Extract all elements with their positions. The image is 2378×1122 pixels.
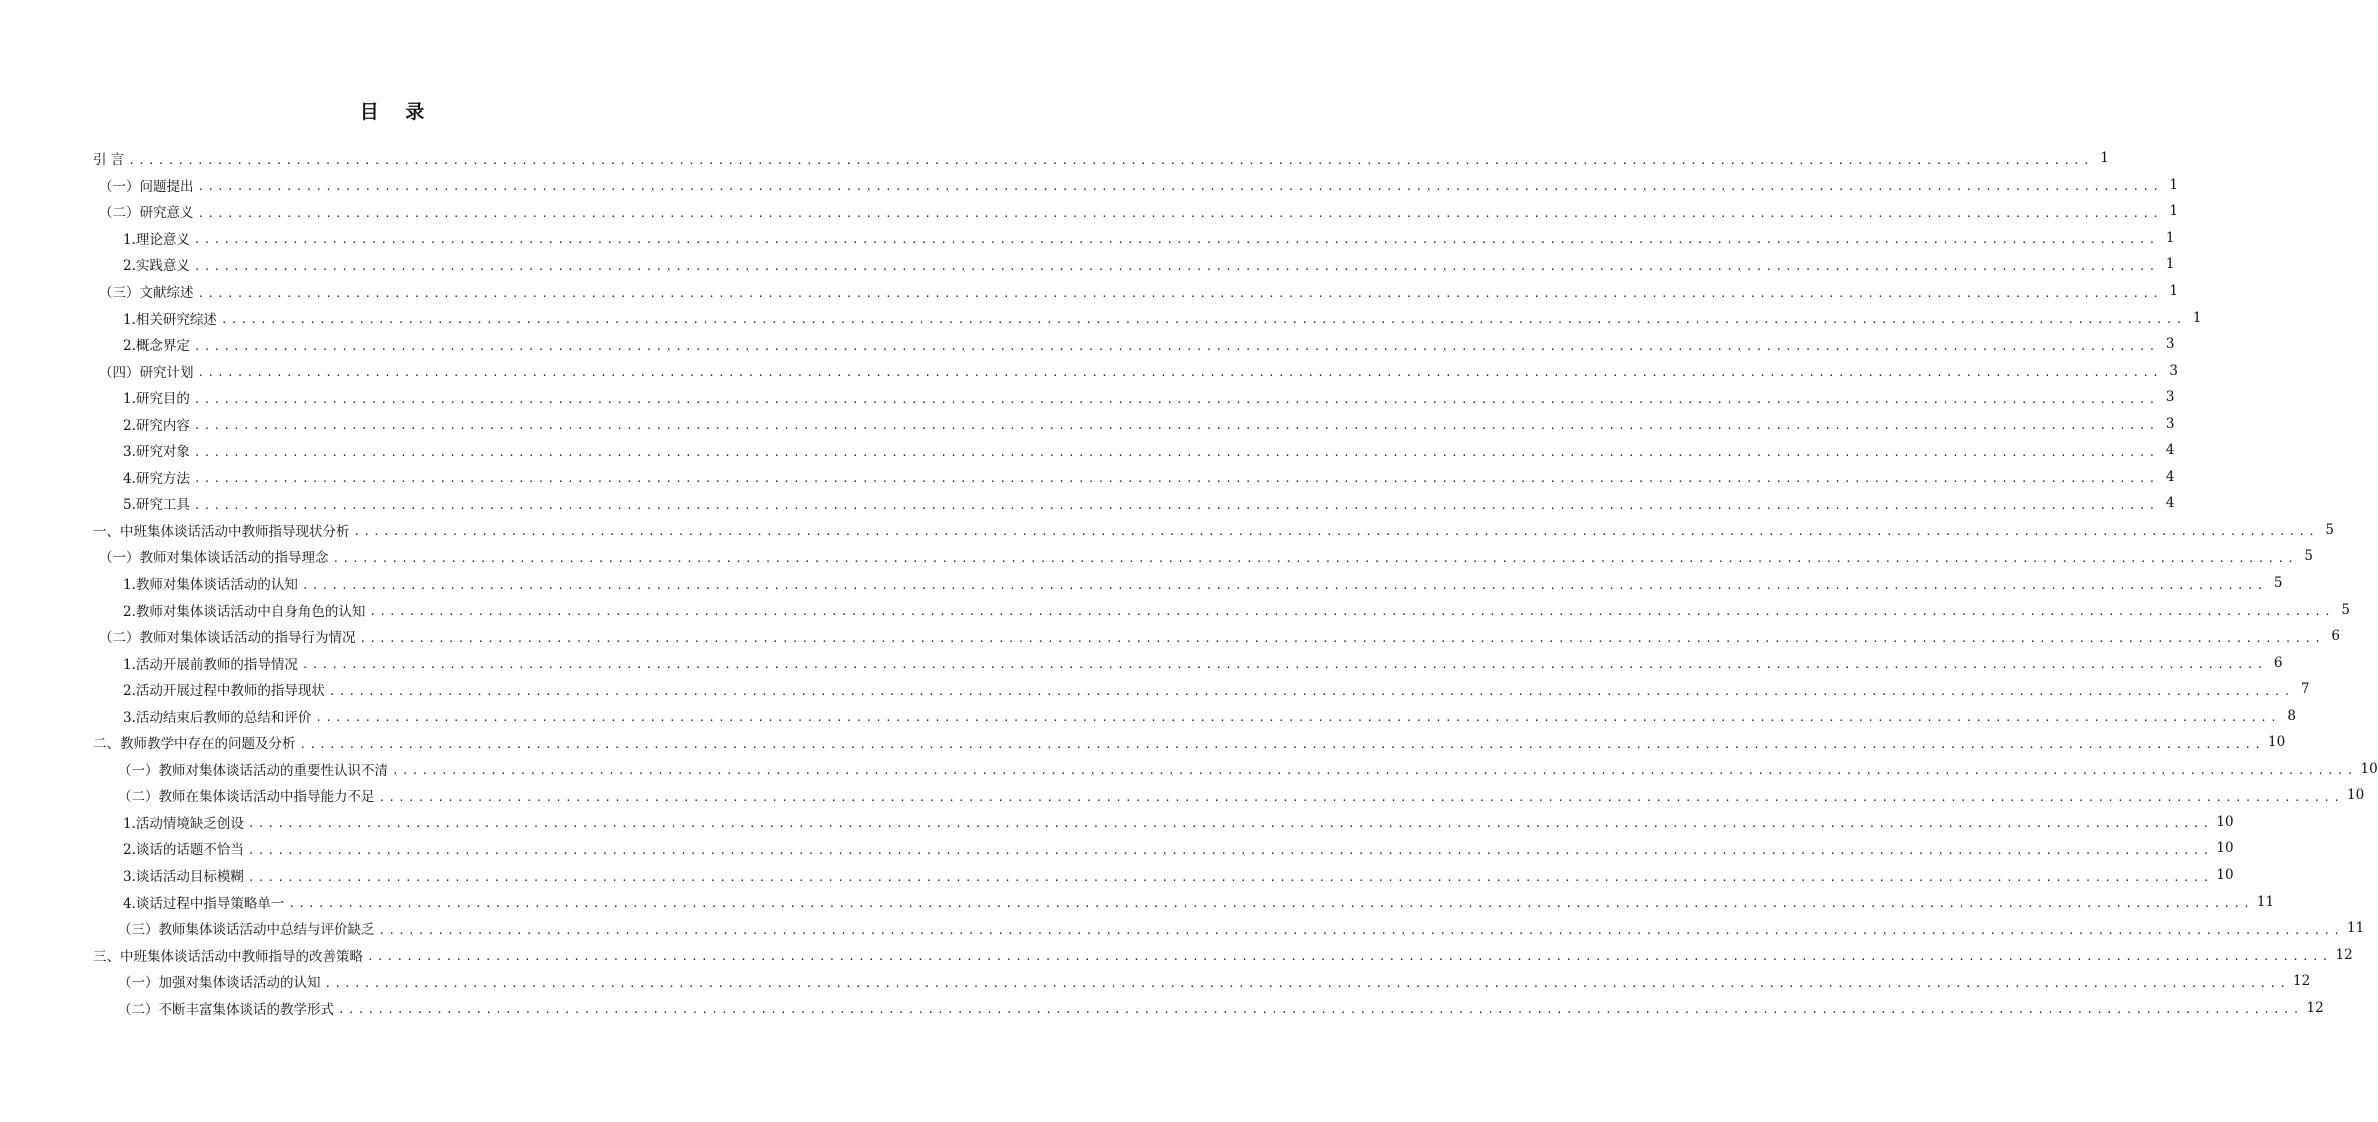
toc-dot-leader: ........................................................................................................................................................................................................: [324, 976, 2290, 990]
toc-dot-leader: ........................................................................................................................................................................................................: [197, 180, 2163, 194]
toc-page-number: 5: [2341, 601, 2350, 618]
toc-page-number: 8: [2287, 707, 2296, 724]
toc-entry[interactable]: [0, 623, 2341, 650]
toc-entry-label: （四）研究计划: [99, 364, 194, 381]
toc-page-number: 1: [2169, 283, 2179, 299]
toc-entry[interactable]: [0, 649, 2283, 676]
toc-dot-leader: ........................................................................................................................................................................................................: [369, 605, 2334, 619]
toc-entry-label: 2.活动开展过程中教师的指导现状: [123, 683, 325, 700]
toc-entry[interactable]: [0, 862, 2234, 889]
toc-dot-leader: ........................................................................................................................................................................................................: [193, 233, 2159, 247]
toc-dot-leader: ........................................................................................................................................................................................................: [338, 1003, 2303, 1017]
toc-entry-label: （二）教师在集体谈话活动中指导能力不足: [118, 789, 375, 806]
toc-page-number: 10: [2216, 840, 2234, 857]
toc-entry[interactable]: [0, 331, 2175, 358]
toc-entry-label: 三、中班集体谈话活动中教师指导的改善策略: [93, 948, 363, 965]
toc-page-number: 4: [2165, 495, 2175, 512]
toc-dot-leader: ........................................................................................................................................................................................................: [193, 419, 2159, 433]
toc-entry[interactable]: [0, 835, 2234, 862]
toc-page-number: 10: [2347, 787, 2365, 804]
toc-dot-leader: ........................................................................................................................................................................................................: [288, 897, 2253, 911]
toc-page-number: 11: [2347, 920, 2365, 937]
toc-entry-label: 引 言: [93, 152, 125, 169]
toc-page-number: 5: [2304, 548, 2314, 565]
toc-dot-leader: ........................................................................................................................................................................................................: [193, 392, 2159, 406]
toc-entry-label: （三）教师集体谈话活动中总结与评价缺乏: [118, 922, 375, 939]
toc-entry[interactable]: [0, 888, 2275, 915]
toc-page-number: 3: [2165, 336, 2175, 353]
toc-dot-leader: ........................................................................................................................................................................................................: [247, 843, 2213, 857]
toc-page-number: 3: [2165, 415, 2175, 432]
toc-entry-label: （三）文献综述: [99, 285, 194, 301]
toc-entry-label: （二）不断丰富集体谈话的教学形式: [118, 1001, 334, 1018]
toc-entry[interactable]: [0, 702, 2296, 729]
toc-entry[interactable]: [0, 543, 2314, 570]
toc-page-number: 1: [2165, 256, 2175, 273]
toc-dot-leader: ........................................................................................................................................................................................................: [378, 790, 2344, 804]
table-of-contents: [0, 145, 2378, 1021]
toc-entry-label: 2.实践意义: [123, 258, 190, 275]
toc-entry[interactable]: [0, 145, 2109, 172]
toc-entry-label: 2.概念界定: [123, 338, 190, 355]
toc-entry[interactable]: [0, 198, 2179, 225]
toc-entry[interactable]: [0, 517, 2335, 544]
toc-page-number: 10: [2268, 734, 2286, 751]
toc-page-number: 5: [2325, 521, 2335, 538]
toc-entry-label: 2.研究内容: [123, 417, 190, 434]
toc-page-number: 10: [2216, 813, 2234, 830]
toc-page-number: 12: [2293, 973, 2311, 990]
toc-page-number: 12: [2335, 946, 2353, 963]
toc-dot-leader: ........................................................................................................................................................................................................: [247, 870, 2213, 884]
toc-page-number: 4: [2165, 442, 2175, 459]
toc-entry[interactable]: [0, 756, 2378, 783]
toc-entry-label: 4.谈话过程中指导策略单一: [123, 895, 285, 912]
toc-entry[interactable]: [0, 915, 2365, 942]
toc-entry[interactable]: [0, 676, 2310, 703]
toc-dot-leader: ........................................................................................................................................................................................................: [220, 313, 2186, 327]
page-title: 目 录: [359, 101, 435, 123]
toc-dot-leader: ........................................................................................................................................................................................................: [193, 339, 2159, 353]
toc-entry-label: 1.活动情境缺乏创设: [123, 815, 244, 832]
toc-entry-label: 1.相关研究综述: [123, 311, 217, 328]
toc-page-number: 4: [2165, 468, 2175, 485]
toc-entry-label: 2.谈话的话题不恰当: [123, 842, 244, 859]
toc-entry[interactable]: [0, 995, 2324, 1022]
toc-entry-label: 一、中班集体谈话活动中教师指导现状分析: [93, 523, 350, 540]
toc-page-number: 1: [2165, 229, 2175, 246]
toc-page-number: 3: [2165, 389, 2175, 406]
toc-dot-leader: ........................................................................................................................................................................................................: [301, 658, 2267, 672]
toc-dot-leader: ........................................................................................................................................................................................................: [197, 206, 2163, 220]
toc-page-number: 6: [2273, 654, 2283, 671]
toc-entry[interactable]: [0, 251, 2175, 278]
toc-dot-leader: ........................................................................................................................................................................................................: [359, 631, 2325, 645]
toc-dot-leader: ........................................................................................................................................................................................................: [197, 286, 2163, 300]
toc-page-number: 11: [2256, 893, 2275, 910]
toc-page-number: 1: [2169, 203, 2179, 220]
toc-entry[interactable]: [0, 968, 2311, 995]
toc-page-number: 10: [2360, 760, 2378, 777]
toc-dot-leader: ........................................................................................................................................................................................................: [301, 578, 2267, 592]
toc-entry[interactable]: [0, 782, 2365, 809]
toc-dot-leader: ........................................................................................................................................................................................................: [247, 817, 2213, 831]
toc-page-number: 6: [2331, 628, 2341, 645]
toc-entry-label: 1.活动开展前教师的指导情况: [123, 656, 298, 673]
toc-entry[interactable]: [0, 225, 2175, 252]
toc-entry[interactable]: [0, 596, 2350, 623]
toc-dot-leader: ........................................................................................................................................................................................................: [193, 259, 2159, 273]
toc-entry[interactable]: [0, 278, 2179, 305]
toc-dot-leader: ........................................................................................................................................................................................................: [197, 366, 2163, 380]
toc-dot-leader: ........................................................................................................................................................................................................: [193, 472, 2159, 486]
toc-dot-leader: ........................................................................................................................................................................................................: [378, 923, 2344, 937]
toc-entry[interactable]: [0, 172, 2179, 199]
toc-page-number: 7: [2300, 681, 2310, 698]
toc-page-number: 1: [2169, 176, 2179, 193]
toc-entry-label: （一）问题提出: [99, 178, 194, 195]
toc-entry-label: （一）教师对集体谈话活动的重要性认识不清: [118, 762, 388, 779]
toc-page-number: 12: [2306, 999, 2324, 1016]
toc-entry[interactable]: [0, 410, 2175, 437]
toc-entry[interactable]: [0, 941, 2353, 968]
toc-entry[interactable]: [0, 729, 2286, 756]
toc-dot-leader: ........................................................................................................................................................................................................: [392, 764, 2357, 778]
toc-dot-leader: ........................................................................................................................................................................................................: [315, 711, 2280, 725]
toc-entry-label: （一）教师对集体谈话活动的指导理念: [99, 550, 329, 567]
toc-entry[interactable]: [0, 809, 2234, 836]
toc-entry-label: 1.研究目的: [123, 391, 190, 408]
toc-entry-label: 二、教师教学中存在的问题及分析: [93, 736, 296, 753]
toc-dot-leader: ........................................................................................................................................................................................................: [353, 525, 2319, 539]
toc-entry[interactable]: [0, 357, 2179, 384]
toc-entry-label: （二）研究意义: [99, 205, 194, 222]
toc-dot-leader: ........................................................................................................................................................................................................: [193, 498, 2159, 512]
toc-page-number: 5: [2273, 575, 2283, 592]
toc-page-number: 1: [2192, 309, 2202, 326]
toc-entry-label: 4.研究方法: [123, 470, 190, 487]
toc-dot-leader: ........................................................................................................................................................................................................: [332, 551, 2298, 565]
toc-page-number: 1: [2100, 150, 2109, 167]
toc-page-number: 10: [2216, 867, 2234, 884]
toc-dot-leader: ........................................................................................................................................................................................................: [367, 950, 2332, 964]
toc-entry[interactable]: [0, 384, 2175, 411]
toc-entry-label: 1.教师对集体谈话活动的认知: [123, 577, 298, 594]
toc-entry[interactable]: [0, 304, 2202, 331]
toc-entry-label: 5.研究工具: [123, 497, 190, 514]
toc-entry-label: 3.研究对象: [123, 444, 190, 461]
toc-entry[interactable]: [0, 490, 2175, 517]
toc-entry-label: 3.谈话活动目标模糊: [123, 869, 244, 886]
toc-entry-label: 2.教师对集体谈话活动中自身角色的认知: [123, 603, 366, 620]
toc-dot-leader: ........................................................................................................................................................................................................: [299, 737, 2265, 751]
toc-entry[interactable]: [0, 437, 2175, 464]
toc-dot-leader: ........................................................................................................................................................................................................: [328, 684, 2294, 698]
toc-dot-leader: ........................................................................................................................................................................................................: [193, 445, 2159, 459]
toc-page-number: 3: [2169, 362, 2179, 379]
toc-entry-label: （二）教师对集体谈话活动的指导行为情况: [99, 630, 356, 647]
toc-entry-label: 3.活动结束后教师的总结和评价: [123, 709, 312, 726]
toc-dot-leader: ........................................................................................................................................................................................................: [128, 153, 2093, 167]
toc-entry[interactable]: [0, 464, 2175, 491]
toc-entry-label: （一）加强对集体谈话活动的认知: [118, 975, 321, 992]
toc-entry[interactable]: [0, 570, 2283, 597]
toc-entry-label: 1.理论意义: [123, 231, 190, 248]
